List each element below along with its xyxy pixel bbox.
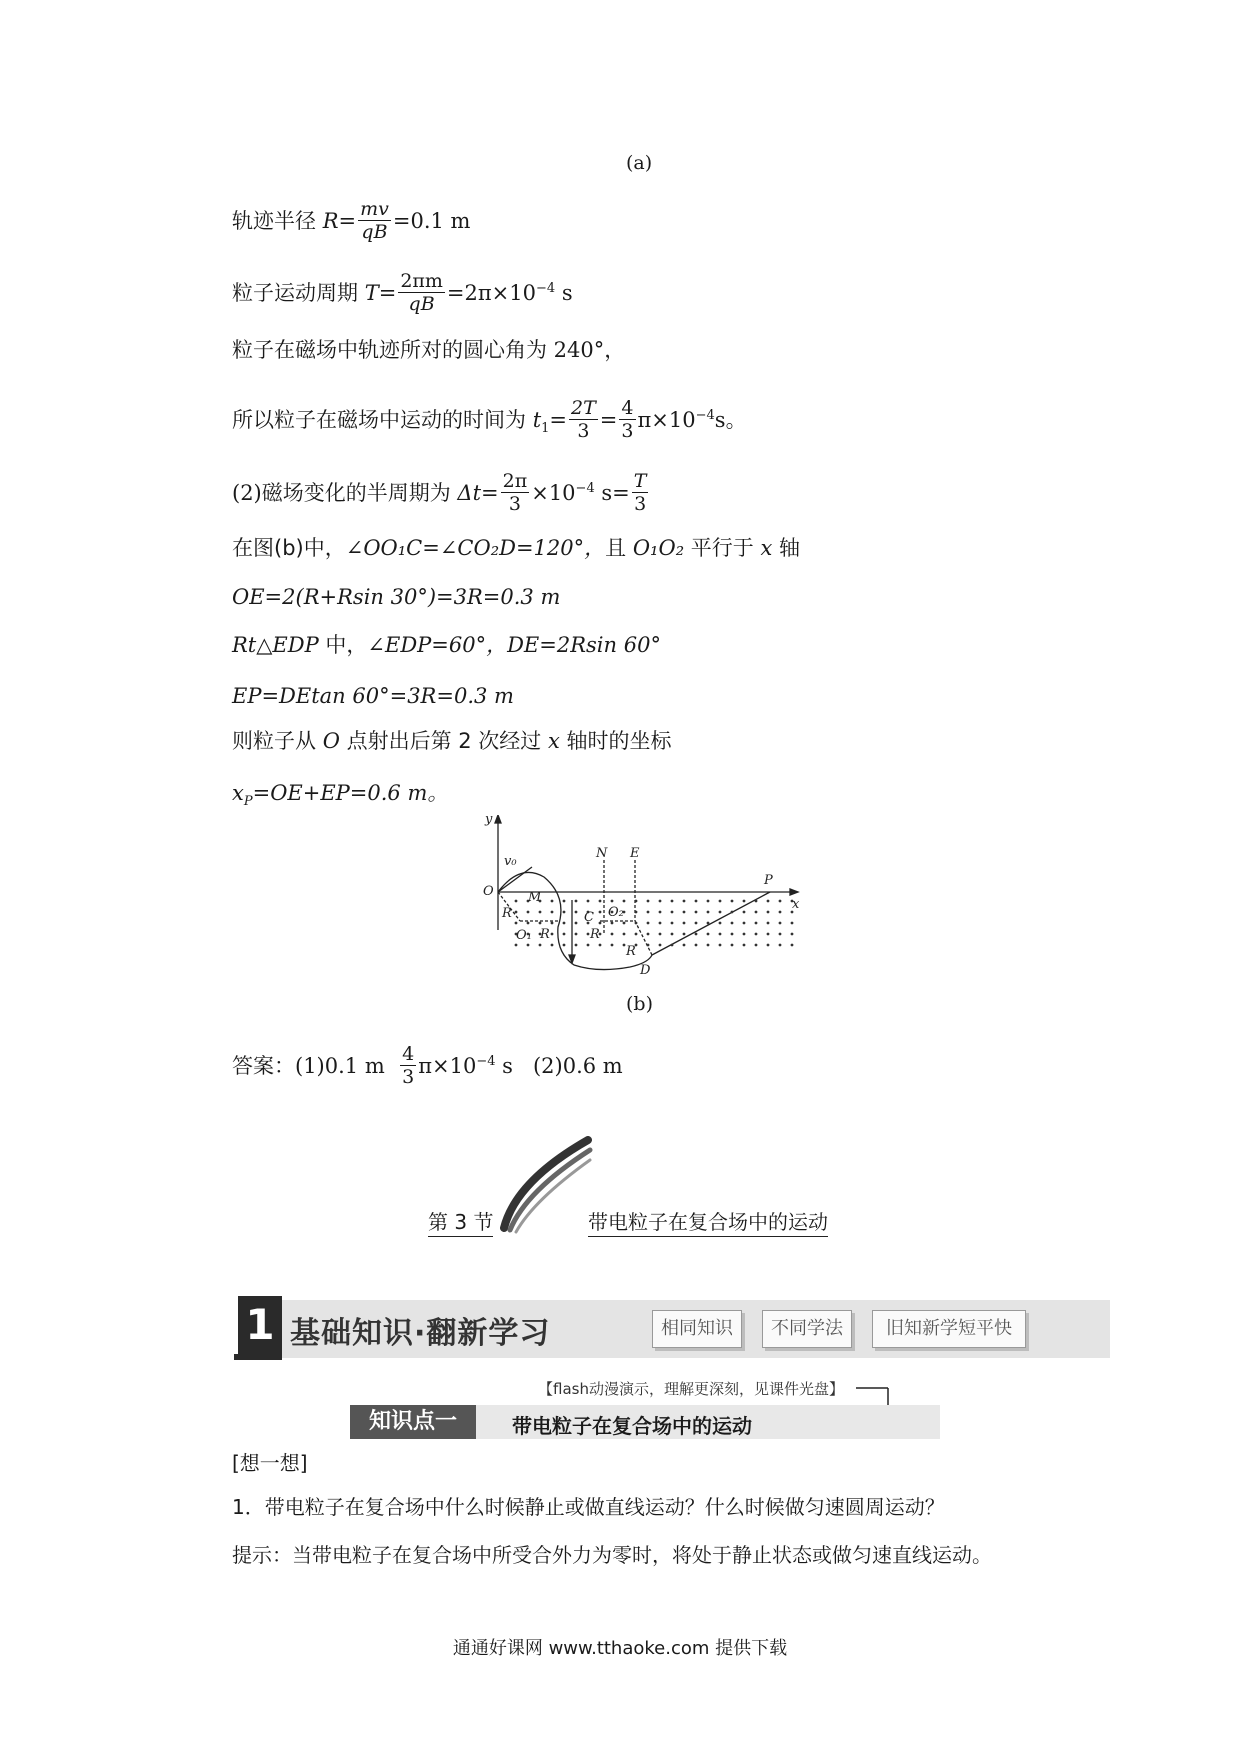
answer-fraction (400, 1043, 416, 1088)
field-dot (695, 900, 698, 903)
field-dot (791, 944, 794, 947)
period-label: 粒子运动周期 (232, 281, 358, 305)
field-dot (683, 900, 686, 903)
rt-line (232, 632, 661, 658)
period-result: =2π×10 (446, 281, 536, 305)
period-denominator: qB (408, 293, 435, 315)
field-dot (599, 944, 602, 947)
answer-part-1: (1)0.1 m (295, 1054, 385, 1078)
field-dot (755, 911, 758, 914)
period-fraction (398, 270, 445, 315)
field-dot (719, 944, 722, 947)
field-dot (539, 911, 542, 914)
half-denominator: 3 (508, 493, 521, 515)
field-dot (743, 944, 746, 947)
label-O: O (483, 884, 494, 899)
field-dot (551, 911, 554, 914)
field-dot (707, 911, 710, 914)
fig-x: x (760, 536, 773, 560)
time-fraction-2 (619, 397, 635, 442)
field-dot (695, 911, 698, 914)
field-dot (695, 944, 698, 947)
half-var: Δt= (450, 481, 499, 505)
field-dot (755, 933, 758, 936)
banner-number: 1 (238, 1296, 282, 1354)
field-dot (563, 944, 566, 947)
field-dot (527, 911, 530, 914)
answer-label: 答案： (232, 1054, 295, 1078)
angle-value: 240°， (547, 338, 626, 362)
field-dot (611, 922, 614, 925)
field-dot (767, 911, 770, 914)
ep-line: EP=DEtan 60°=3R=0.3 m (232, 684, 514, 708)
radius-var: R (322, 209, 339, 233)
field-dot (515, 922, 518, 925)
field-dot (623, 933, 626, 936)
label-D: D (640, 963, 651, 978)
field-dot (527, 944, 530, 947)
rt-rest: ∠EDP=60°，DE=2Rsin 60° (367, 633, 661, 657)
page-footer: 通通好课网 www.tthaoke.com 提供下载 (452, 1638, 788, 1659)
field-dot (791, 922, 794, 925)
field-dot (779, 922, 782, 925)
field-dot (527, 922, 530, 925)
field-dot (755, 900, 758, 903)
field-dot (623, 900, 626, 903)
field-dot (719, 933, 722, 936)
field-dot (551, 922, 554, 925)
time-num1: 2T (571, 397, 596, 419)
field-dot (575, 911, 578, 914)
time-sub: 1 (541, 421, 550, 437)
label-v0: v₀ (504, 854, 517, 869)
time-den2: 3 (621, 420, 634, 442)
field-dot (599, 922, 602, 925)
fig-text-4: 轴 (772, 536, 801, 560)
radius-numerator: mv (360, 198, 389, 220)
field-dot (623, 922, 626, 925)
field-dot (731, 900, 734, 903)
field-dot (779, 944, 782, 947)
field-dot (647, 911, 650, 914)
period-var: T (364, 281, 379, 305)
xp-sub: P (243, 794, 253, 810)
field-dot (551, 933, 554, 936)
field-dot (707, 900, 710, 903)
xp-rest: =OE+EP=0.6 m。 (252, 781, 449, 805)
label-O1: O₁ (516, 928, 532, 943)
field-dot (575, 900, 578, 903)
field-dot (635, 922, 638, 925)
label-C: C (584, 910, 594, 925)
period-exponent: −4 (535, 281, 556, 296)
then-text-3: 轴时的坐标 (559, 729, 672, 753)
field-dot (767, 922, 770, 925)
field-dot (719, 900, 722, 903)
label-N: N (596, 846, 608, 861)
field-dot (731, 944, 734, 947)
then-text-2: 点射出后第 2 次经过 (339, 729, 548, 753)
field-dot (671, 911, 674, 914)
rt-prefix: Rt△EDP (232, 633, 319, 657)
field-dot (743, 933, 746, 936)
field-dot (623, 944, 626, 947)
field-dot (659, 922, 662, 925)
field-dot (587, 933, 590, 936)
field-dot (779, 900, 782, 903)
field-dot (779, 911, 782, 914)
field-dot (539, 922, 542, 925)
label-M: M (528, 890, 542, 905)
fig-text-1: 在图(b)中， (232, 536, 346, 560)
time-den1: 3 (577, 420, 590, 442)
angle-line (232, 337, 625, 363)
time-fraction-1 (569, 397, 598, 442)
field-dot (647, 944, 650, 947)
field-dot (791, 933, 794, 936)
field-dot (575, 944, 578, 947)
xp-line (232, 780, 448, 815)
fig-o1o2: O₁O₂ (632, 536, 685, 560)
field-dot (575, 933, 578, 936)
field-dot (683, 922, 686, 925)
time-num2: 4 (621, 397, 634, 419)
answer-tail: π×10 (418, 1054, 477, 1078)
time-line: 所以粒子在磁场中运动的时间为 $t_1=$ $\frac{2T}{3}$ = $\frac{4}{3}$ $\pi\times 10^{-4}s$。 (232, 397, 747, 442)
trajectory-diagram (480, 815, 810, 1000)
section-number-text: 第 3 节 (428, 1210, 494, 1234)
field-dot (563, 922, 566, 925)
field-dot (719, 911, 722, 914)
label-x: x (792, 897, 800, 912)
half-numerator-2: T (633, 470, 647, 492)
then-text-1: 则粒子从 (232, 729, 323, 753)
field-dot (767, 944, 770, 947)
field-dot (743, 900, 746, 903)
field-dot (707, 922, 710, 925)
half-unit: s= (594, 481, 630, 505)
answer-unit: s (495, 1054, 513, 1078)
figure-b-line (232, 535, 800, 561)
field-dot (647, 922, 650, 925)
period-unit: s (555, 281, 573, 305)
magnetic-field-dots (515, 900, 794, 947)
label-P: P (764, 873, 773, 888)
field-dot (767, 933, 770, 936)
hint-text: 提示：当带电粒子在复合场中所受合外力为零时，将处于静止状态或做匀速直线运动。 (232, 1543, 992, 1567)
label-O2: O₂ (608, 905, 624, 920)
banner-title: 基础知识·翻新学习 (290, 1316, 551, 1351)
field-dot (671, 933, 674, 936)
field-dot (671, 944, 674, 947)
radius-result: =0.1 m (392, 209, 471, 233)
field-dot (719, 922, 722, 925)
half-period-line (232, 472, 650, 517)
field-dot (515, 944, 518, 947)
field-dot (551, 900, 554, 903)
field-dot (683, 944, 686, 947)
time-tail: π×10 (637, 408, 696, 432)
answer-exp: −4 (476, 1054, 496, 1069)
field-dot (647, 933, 650, 936)
knowledge-point-title: 带电粒子在复合场中的运动 (512, 1414, 752, 1438)
answer-part-2: (2)0.6 m (532, 1054, 623, 1078)
field-dot (695, 933, 698, 936)
fig-text-3: 平行于 (684, 536, 761, 560)
field-dot (599, 900, 602, 903)
answer-denominator: 3 (402, 1066, 415, 1088)
then-o: O (322, 729, 340, 753)
half-mid: ×10 (531, 481, 576, 505)
label-R3: R (590, 927, 600, 942)
tab-same-knowledge[interactable]: 相同知识 (652, 1310, 742, 1348)
radius-denominator: qB (361, 221, 388, 243)
field-dot (515, 911, 518, 914)
label-y: y (485, 815, 493, 827)
radius-fraction (358, 198, 391, 243)
radius-line: 轨迹半径 R= $\frac{mv}{qB}$ =0.1 m (232, 198, 471, 243)
field-dot (755, 922, 758, 925)
half-denominator-2: 3 (634, 493, 647, 515)
angle-text: 粒子在磁场中轨迹所对的圆心角为 (232, 338, 547, 362)
field-dot (659, 944, 662, 947)
field-dot (659, 933, 662, 936)
field-dot (587, 944, 590, 947)
half-exp: −4 (575, 481, 595, 496)
label-R2: R (540, 927, 550, 942)
field-dot (671, 900, 674, 903)
field-dot (695, 922, 698, 925)
field-dot (659, 900, 662, 903)
field-dot (611, 944, 614, 947)
field-dot (635, 911, 638, 914)
field-dot (575, 922, 578, 925)
period-numerator: 2πm (400, 270, 443, 292)
figure-caption-b: (b) (626, 993, 653, 1015)
field-dot (635, 933, 638, 936)
field-dot (563, 911, 566, 914)
label-E: E (630, 846, 640, 861)
field-dot (743, 911, 746, 914)
field-dot (515, 900, 518, 903)
flash-note: 【flash动漫演示，理解更深刻，见课件光盘】 (538, 1380, 844, 1398)
field-dot (611, 933, 614, 936)
field-dot (743, 922, 746, 925)
field-dot (755, 944, 758, 947)
field-dot (731, 911, 734, 914)
rt-text: 中， (318, 633, 368, 657)
half-fraction-2 (632, 470, 649, 515)
time-unit: s。 (714, 408, 747, 432)
time-exp: −4 (695, 408, 715, 423)
period-line: 粒子运动周期 T= $\frac{2\pi m}{qB}$ $=2\pi\times 10^{-4}$ s (232, 270, 573, 315)
xp-var: x (232, 781, 244, 805)
field-dot (647, 900, 650, 903)
time-var: t (532, 408, 542, 432)
field-dot (551, 944, 554, 947)
field-dot (731, 922, 734, 925)
radius-label: 轨迹半径 (232, 209, 316, 233)
field-dot (683, 911, 686, 914)
think-heading: [想一想] (232, 1451, 308, 1475)
answer-line (232, 1045, 623, 1090)
field-dot (683, 933, 686, 936)
field-dot (611, 900, 614, 903)
half-prefix: (2) (232, 481, 262, 505)
field-dot (563, 900, 566, 903)
tab-review-new[interactable]: 旧知新学短平快 (872, 1310, 1026, 1348)
label-R1: R (502, 906, 512, 921)
field-dot (707, 933, 710, 936)
field-dot (587, 900, 590, 903)
fig-angles: ∠OO₁C=∠CO₂D=120°， (345, 536, 606, 560)
knowledge-point-label: 知识点一 (350, 1405, 476, 1439)
oe-line: OE=2(R+Rsin 30°)=3R=0.3 m (232, 585, 561, 609)
field-dot (599, 911, 602, 914)
label-R4: R (626, 944, 636, 959)
field-dot (731, 933, 734, 936)
fig-text-2: 且 (605, 536, 633, 560)
field-dot (707, 944, 710, 947)
field-dot (539, 944, 542, 947)
field-dot (779, 933, 782, 936)
swoosh-decoration (496, 1136, 596, 1236)
field-dot (635, 900, 638, 903)
answer-numerator: 4 (402, 1043, 415, 1065)
section-number (428, 1206, 493, 1237)
field-dot (563, 933, 566, 936)
question-1: 1．带电粒子在复合场中什么时候静止或做直线运动？什么时候做匀速圆周运动？ (232, 1495, 945, 1519)
field-dot (767, 900, 770, 903)
time-text: 所以粒子在磁场中运动的时间为 (232, 408, 526, 432)
figure-caption-a: (a) (626, 152, 653, 174)
field-dot (671, 922, 674, 925)
half-numerator: 2π (502, 470, 528, 492)
then-x: x (547, 729, 560, 753)
half-fraction (501, 470, 530, 515)
field-dot (659, 911, 662, 914)
then-line (232, 728, 672, 754)
half-text: 磁场变化的半周期为 (261, 481, 451, 505)
section-title: 带电粒子在复合场中的运动 (588, 1206, 828, 1237)
tab-different-method[interactable]: 不同学法 (762, 1310, 852, 1348)
